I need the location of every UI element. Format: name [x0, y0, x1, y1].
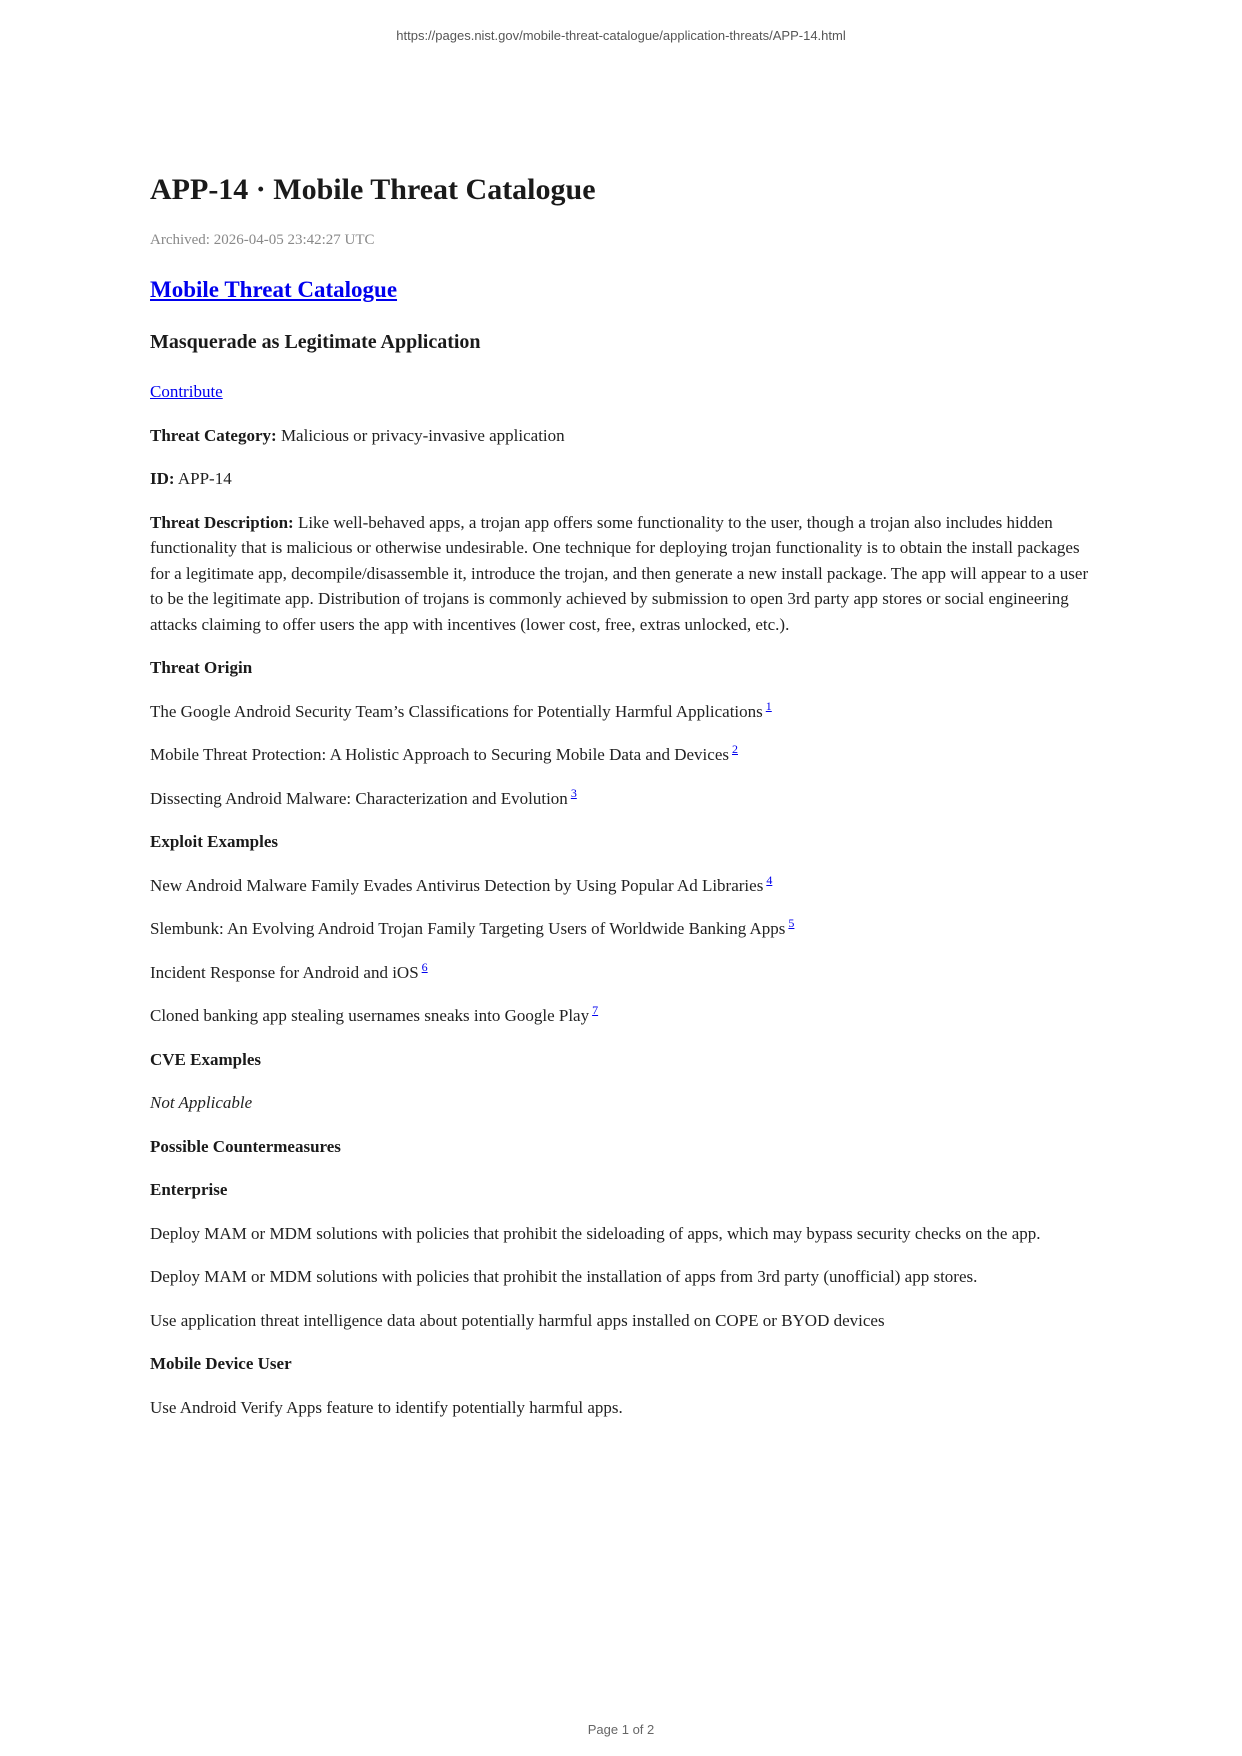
- threat-category-label: Threat Category:: [150, 425, 277, 445]
- id-label: ID:: [150, 469, 175, 488]
- reference-text: Dissecting Android Malware: Characterization and Evolution: [150, 788, 568, 808]
- footnote-link-6[interactable]: 6: [421, 959, 428, 974]
- countermeasure-paragraph: Deploy MAM or MDM solutions with policies that prohibit the installation of apps from 3rd party (unofficial) app stores.: [150, 1267, 978, 1286]
- reference-line: [150, 1003, 1095, 1029]
- reference-line: [150, 742, 1095, 768]
- contribute-row: [150, 379, 1095, 405]
- footnote-link-4[interactable]: 4: [766, 872, 773, 887]
- section-heading-possible-countermeasures: Possible Countermeasures: [150, 1136, 341, 1156]
- not-applicable-note: Not Applicable: [150, 1093, 253, 1112]
- section-heading-cve-examples: CVE Examples: [150, 1049, 261, 1069]
- threat-category-value: Malicious or privacy-invasive application: [280, 425, 565, 445]
- reference-text: Cloned banking app stealing usernames sneaks into Google Play: [150, 1006, 590, 1025]
- section-heading-mobile-device-user: Mobile Device User: [150, 1354, 292, 1373]
- threat-description: [150, 510, 1095, 638]
- threat-description-label: Threat Description:: [150, 512, 294, 532]
- footnote-link-3[interactable]: 3: [570, 785, 577, 800]
- section-heading-enterprise: Enterprise: [150, 1180, 228, 1199]
- countermeasure-paragraph: Deploy MAM or MDM solutions with policies that prohibit the sideloading of apps, which may bypass security checks on the app.: [150, 1223, 1041, 1243]
- section-heading-exploit-examples: Exploit Examples: [150, 832, 278, 851]
- footnote-link-5[interactable]: 5: [788, 916, 795, 931]
- countermeasure-paragraph: Use application threat intelligence data about potentially harmful apps installed on COPE or BYOD devices: [150, 1310, 885, 1330]
- page-number: Page 1 of 2: [587, 1722, 655, 1737]
- footnote-link-7[interactable]: 7: [592, 1003, 599, 1018]
- id-field: [150, 466, 1095, 492]
- site-heading: [150, 275, 1095, 305]
- reference-line: [150, 699, 1095, 725]
- reference-text: Incident Response for Android and iOS: [150, 962, 419, 982]
- countermeasure-paragraph: Use Android Verify Apps feature to identify potentially harmful apps.: [150, 1397, 623, 1417]
- contribute-link[interactable]: Contribute: [150, 382, 223, 401]
- threat-title: Masquerade as Legitimate Application: [150, 331, 481, 353]
- catalogue-home-link[interactable]: Mobile Threat Catalogue: [150, 277, 398, 302]
- id-value: APP-14: [177, 469, 232, 488]
- document-content: [150, 172, 1095, 1438]
- print-header-url: https://pages.nist.gov/mobile-threat-catalogue/application-threats/APP-14.html: [396, 28, 846, 43]
- threat-category-field: [150, 423, 1095, 449]
- reference-line: [150, 873, 1095, 899]
- reference-text: Mobile Threat Protection: A Holistic Approach to Securing Mobile Data and Devices: [150, 745, 729, 764]
- threat-description-text: Like well-behaved apps, a trojan app offers some functionality to the user, though a trojan also includes hidden functionality that is malicious or otherwise undesirable. One technique for deploying trojan functionality is to obtain the install packages for a legitimate app, decompile/disassemble it, introduce the trojan, and then generate a new install package. The app will appear to a user to be the legitimate app. Distribution of trojans is commonly achieved by submission to open 3rd party app stores or social engineering attacks claiming to offer users the app with incentives (lower cost, free, extras unlocked, etc.).: [150, 512, 1089, 634]
- reference-text: Slembunk: An Evolving Android Trojan Family Targeting Users of Worldwide Banking Apps: [150, 919, 786, 938]
- reference-line: [150, 960, 1095, 986]
- section-heading-threat-origin: Threat Origin: [150, 658, 253, 677]
- archived-timestamp: Archived: 2026-04-05 23:42:27 UTC: [150, 232, 375, 248]
- footnote-link-2[interactable]: 2: [731, 742, 738, 757]
- reference-text: The Google Android Security Team’s Classifications for Potentially Harmful Applications: [150, 701, 763, 721]
- reference-text: New Android Malware Family Evades Antivirus Detection by Using Popular Ad Libraries: [150, 875, 764, 895]
- footnote-link-1[interactable]: 1: [765, 698, 772, 713]
- page-title: APP-14 · Mobile Threat Catalogue: [150, 173, 596, 206]
- reference-line: [150, 916, 1095, 942]
- reference-line: [150, 786, 1095, 812]
